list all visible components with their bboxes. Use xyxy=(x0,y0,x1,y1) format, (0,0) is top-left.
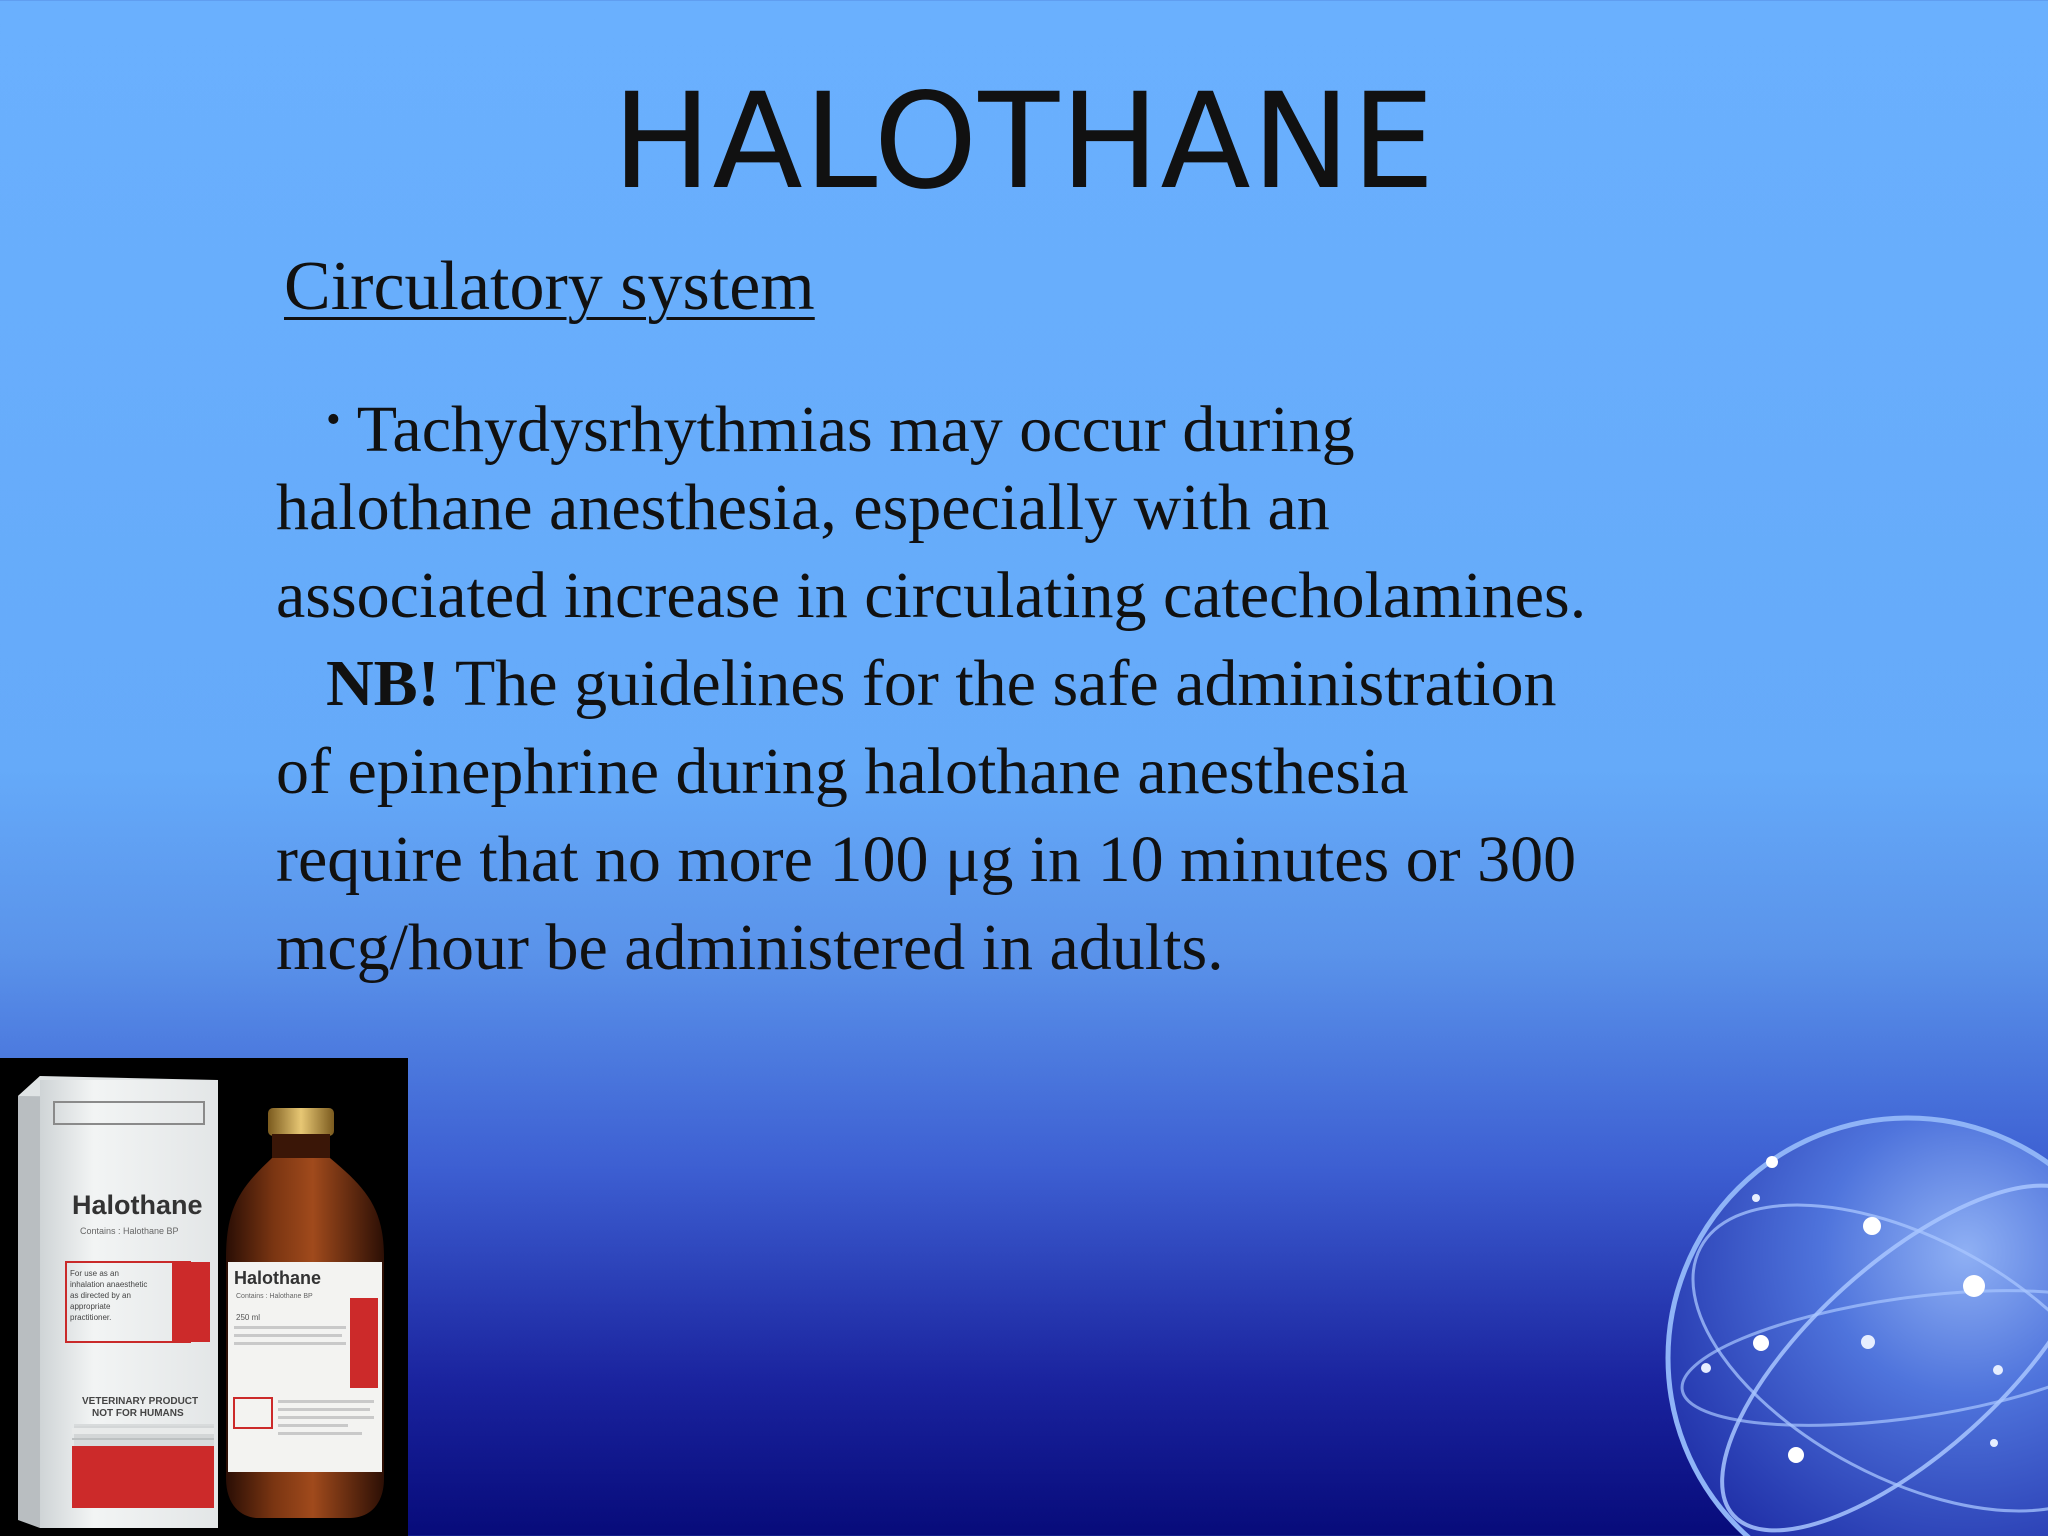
svg-text:practitioner.: practitioner. xyxy=(70,1313,112,1322)
bullet-icon: • xyxy=(326,397,341,443)
globe-icon xyxy=(1658,1108,2048,1536)
body-line: Tachydysrhythmias may occur during xyxy=(356,393,1355,466)
halothane-product-image xyxy=(0,1058,408,1536)
body-line: of epinephrine during halothane anesthesia xyxy=(276,735,1409,808)
body-line: require that no more 100 μg in 10 minutes or 300 xyxy=(276,823,1577,896)
bullet-line xyxy=(276,376,1786,464)
svg-text:VETERINARY PRODUCT: VETERINARY PRODUCT xyxy=(82,1396,199,1407)
svg-text:Contains : Halothane BP: Contains : Halothane BP xyxy=(236,1293,313,1300)
svg-text:For use as an: For use as an xyxy=(70,1269,119,1278)
svg-text:Halothane: Halothane xyxy=(72,1190,203,1220)
body-line: halothane anesthesia, especially with an xyxy=(276,471,1330,544)
svg-text:NOT FOR HUMANS: NOT FOR HUMANS xyxy=(92,1408,184,1419)
svg-text:appropriate: appropriate xyxy=(70,1302,111,1311)
section-heading: Circulatory system xyxy=(284,248,815,325)
product-photo xyxy=(0,1058,408,1536)
globe-decoration xyxy=(1658,1108,2048,1536)
body-line: associated increase in circulating catecholamines. xyxy=(276,559,1587,632)
slide-title: HALOTHANE xyxy=(612,65,1436,219)
svg-text:as directed by an: as directed by an xyxy=(70,1291,131,1300)
svg-text:inhalation anaesthetic: inhalation anaesthetic xyxy=(70,1280,148,1289)
note-line xyxy=(276,640,1786,728)
svg-text:250 ml: 250 ml xyxy=(236,1313,261,1322)
body-line: The guidelines for the safe administration xyxy=(439,647,1557,720)
svg-text:Contains : Halothane BP: Contains : Halothane BP xyxy=(80,1226,179,1236)
body-line: mcg/hour be administered in adults. xyxy=(276,911,1224,984)
svg-text:Halothane: Halothane xyxy=(234,1268,322,1288)
note-label: NB! xyxy=(326,647,440,720)
body-text xyxy=(276,376,1786,992)
